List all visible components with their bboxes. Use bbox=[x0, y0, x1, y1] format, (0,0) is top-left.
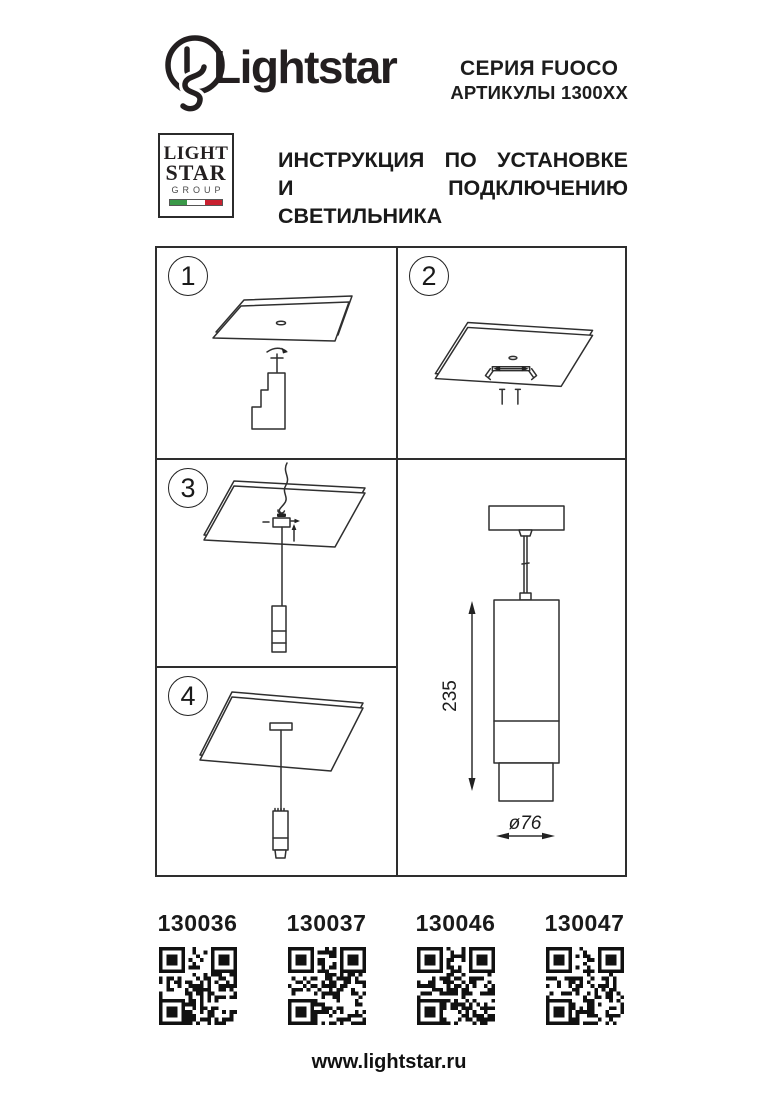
step-4-number: 4 bbox=[168, 676, 208, 716]
article-item bbox=[262, 911, 391, 1025]
step-4-panel bbox=[157, 668, 396, 875]
flag-white bbox=[187, 200, 204, 205]
flag-green bbox=[170, 200, 187, 205]
step-1-number: 1 bbox=[168, 256, 208, 296]
article-item bbox=[133, 911, 262, 1025]
title-line-2: И ПОДКЛЮЧЕНИЮ СВЕТИЛЬНИКА bbox=[278, 176, 628, 228]
badge-light: LIGHT bbox=[163, 143, 229, 164]
diameter-dimension-label: ø76 bbox=[508, 813, 542, 834]
page-title bbox=[278, 146, 628, 230]
article-item bbox=[520, 911, 649, 1025]
step-2-panel bbox=[398, 248, 625, 458]
articles-range: АРТИКУЛЫ 1300XX bbox=[450, 82, 628, 103]
flag-red bbox=[205, 200, 222, 205]
series-name: СЕРИЯ FUOCO bbox=[459, 57, 619, 80]
badge-group: GROUP bbox=[171, 185, 225, 195]
article-number: 130037 bbox=[286, 910, 367, 936]
qr-code bbox=[288, 947, 366, 1025]
step-3-number: 3 bbox=[168, 468, 208, 508]
badge-star: STAR bbox=[165, 160, 227, 185]
qr-code bbox=[417, 947, 495, 1025]
height-dimension-label: 235 bbox=[440, 680, 461, 712]
article-list bbox=[133, 911, 649, 1025]
article-number: 130046 bbox=[415, 910, 496, 936]
series-block bbox=[450, 56, 628, 105]
article-item bbox=[391, 911, 520, 1025]
italian-flag-stripe bbox=[169, 199, 223, 206]
article-number: 130047 bbox=[544, 910, 625, 936]
pendant-dimension-diagram bbox=[398, 460, 625, 875]
step-1-panel bbox=[157, 248, 396, 458]
website-url: www.lightstar.ru bbox=[311, 1051, 467, 1073]
instruction-grid bbox=[155, 246, 627, 877]
qr-code bbox=[159, 947, 237, 1025]
title-line-1: ИНСТРУКЦИЯ ПО УСТАНОВКЕ bbox=[278, 148, 628, 172]
article-number: 130036 bbox=[157, 910, 238, 936]
step-2-number: 2 bbox=[409, 256, 449, 296]
brand-wordmark: Lightstar bbox=[213, 41, 397, 93]
dimensions-panel bbox=[398, 460, 625, 875]
qr-code bbox=[546, 947, 624, 1025]
lightstar-group-badge bbox=[158, 133, 234, 218]
step-3-panel bbox=[157, 460, 396, 666]
